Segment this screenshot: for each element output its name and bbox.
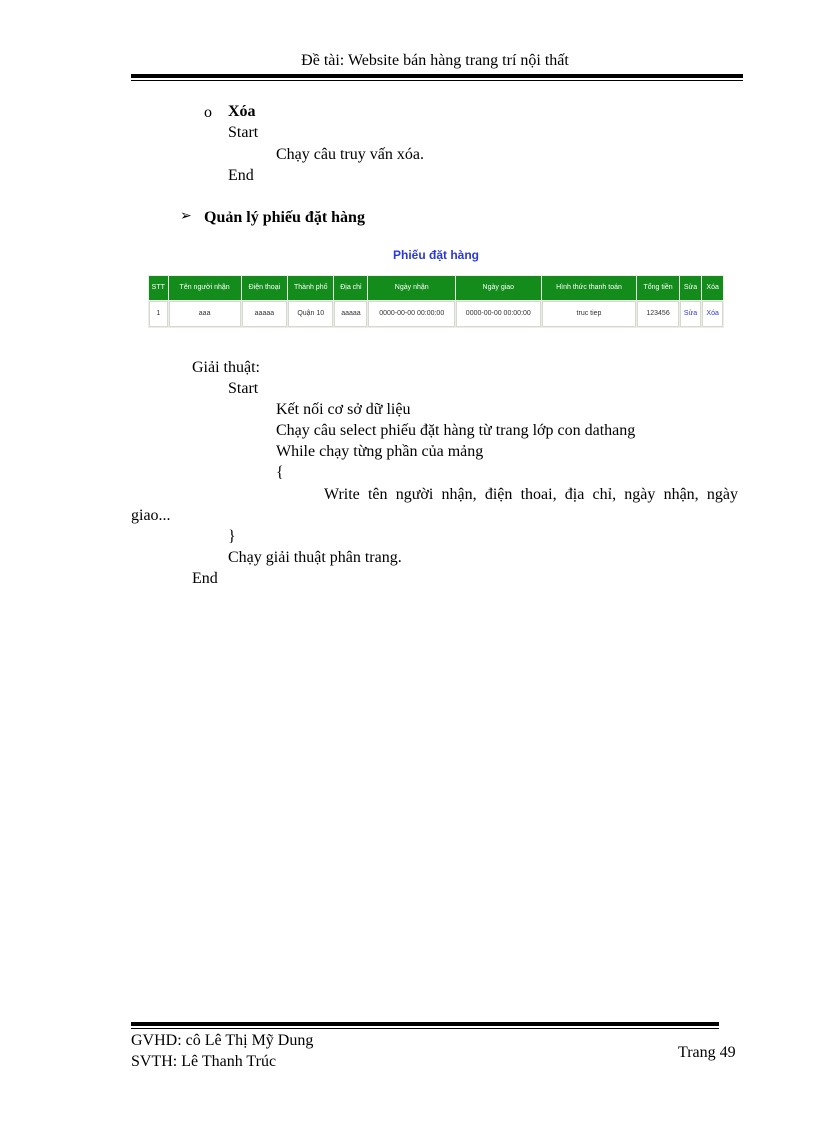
algorithm-line-paging: Chạy giải thuật phân trang. bbox=[228, 549, 402, 566]
delete-link: Xóa bbox=[702, 301, 723, 327]
col-header-phone: Điện thoại bbox=[242, 276, 287, 300]
col-header-payment: Hình thức thanh toán bbox=[542, 276, 637, 300]
edit-link: Sửa bbox=[680, 301, 702, 327]
algorithm-start: Start bbox=[228, 380, 259, 397]
algorithm-line-connect: Kết nối cơ sở dữ liệu bbox=[276, 401, 411, 418]
delete-step: Chạy câu truy vấn xóa. bbox=[276, 146, 424, 163]
footer-supervisor: GVHD: cô Lê Thị Mỹ Dung bbox=[131, 1032, 314, 1049]
delete-end: End bbox=[228, 167, 254, 184]
col-header-address: Địa chỉ bbox=[334, 276, 367, 300]
bullet-circle: o bbox=[204, 104, 212, 121]
delete-start: Start bbox=[228, 124, 259, 141]
cell-delivery-date: 0000-00-00 00:00:00 bbox=[456, 301, 541, 327]
cell-phone: aaaaa bbox=[242, 301, 287, 327]
table-row bbox=[149, 301, 723, 327]
order-table bbox=[148, 275, 724, 328]
cell-received-date: 0000-00-00 00:00:00 bbox=[368, 301, 455, 327]
cell-payment: truc tiep bbox=[542, 301, 637, 327]
order-table-header-row bbox=[149, 276, 723, 300]
order-table-image bbox=[148, 247, 724, 331]
page-number: Trang 49 bbox=[678, 1044, 736, 1061]
header-rule-thin bbox=[131, 80, 743, 81]
col-header-total: Tổng tiền bbox=[637, 276, 678, 300]
order-heading: Quản lý phiếu đặt hàng bbox=[204, 209, 365, 226]
algorithm-line-select: Chạy câu select phiếu đặt hàng từ trang lớp con dathang bbox=[276, 422, 636, 439]
col-header-edit: Sửa bbox=[680, 276, 702, 300]
col-header-city: Thành phố bbox=[288, 276, 333, 300]
col-header-delete: Xóa bbox=[702, 276, 723, 300]
col-header-recipient: Tên người nhận bbox=[169, 276, 241, 300]
algorithm-line-write-cont: giao... bbox=[131, 507, 171, 524]
algorithm-line-while: While chạy từng phần của mảng bbox=[276, 443, 484, 460]
cell-recipient: aaa bbox=[169, 301, 241, 327]
delete-heading: Xóa bbox=[228, 103, 256, 120]
algorithm-label: Giải thuật: bbox=[192, 359, 260, 376]
footer-rule-thin bbox=[131, 1028, 719, 1029]
cell-city: Quận 10 bbox=[288, 301, 333, 327]
col-header-stt: STT bbox=[149, 276, 168, 300]
order-table-title: Phiếu đặt hàng bbox=[392, 248, 479, 262]
header-rule-thick bbox=[131, 74, 743, 78]
algorithm-line-write: Write tên người nhận, điện thoai, địa chỉ, ngày nhận, ngày bbox=[324, 486, 738, 503]
cell-total: 123456 bbox=[637, 301, 678, 327]
footer-student: SVTH: Lê Thanh Trúc bbox=[131, 1053, 277, 1070]
header-title: Đề tài: Website bán hàng trang trí nội thất bbox=[301, 52, 569, 69]
footer-rule-thick bbox=[131, 1022, 719, 1026]
col-header-received-date: Ngày nhận bbox=[368, 276, 455, 300]
cell-stt: 1 bbox=[149, 301, 168, 327]
algorithm-open-brace: { bbox=[276, 464, 284, 481]
col-header-delivery-date: Ngày giao bbox=[456, 276, 541, 300]
algorithm-close-brace: } bbox=[228, 528, 236, 545]
cell-address: aaaaa bbox=[334, 301, 367, 327]
arrow-bullet-icon: ➢ bbox=[180, 209, 192, 224]
algorithm-end: End bbox=[192, 570, 218, 587]
